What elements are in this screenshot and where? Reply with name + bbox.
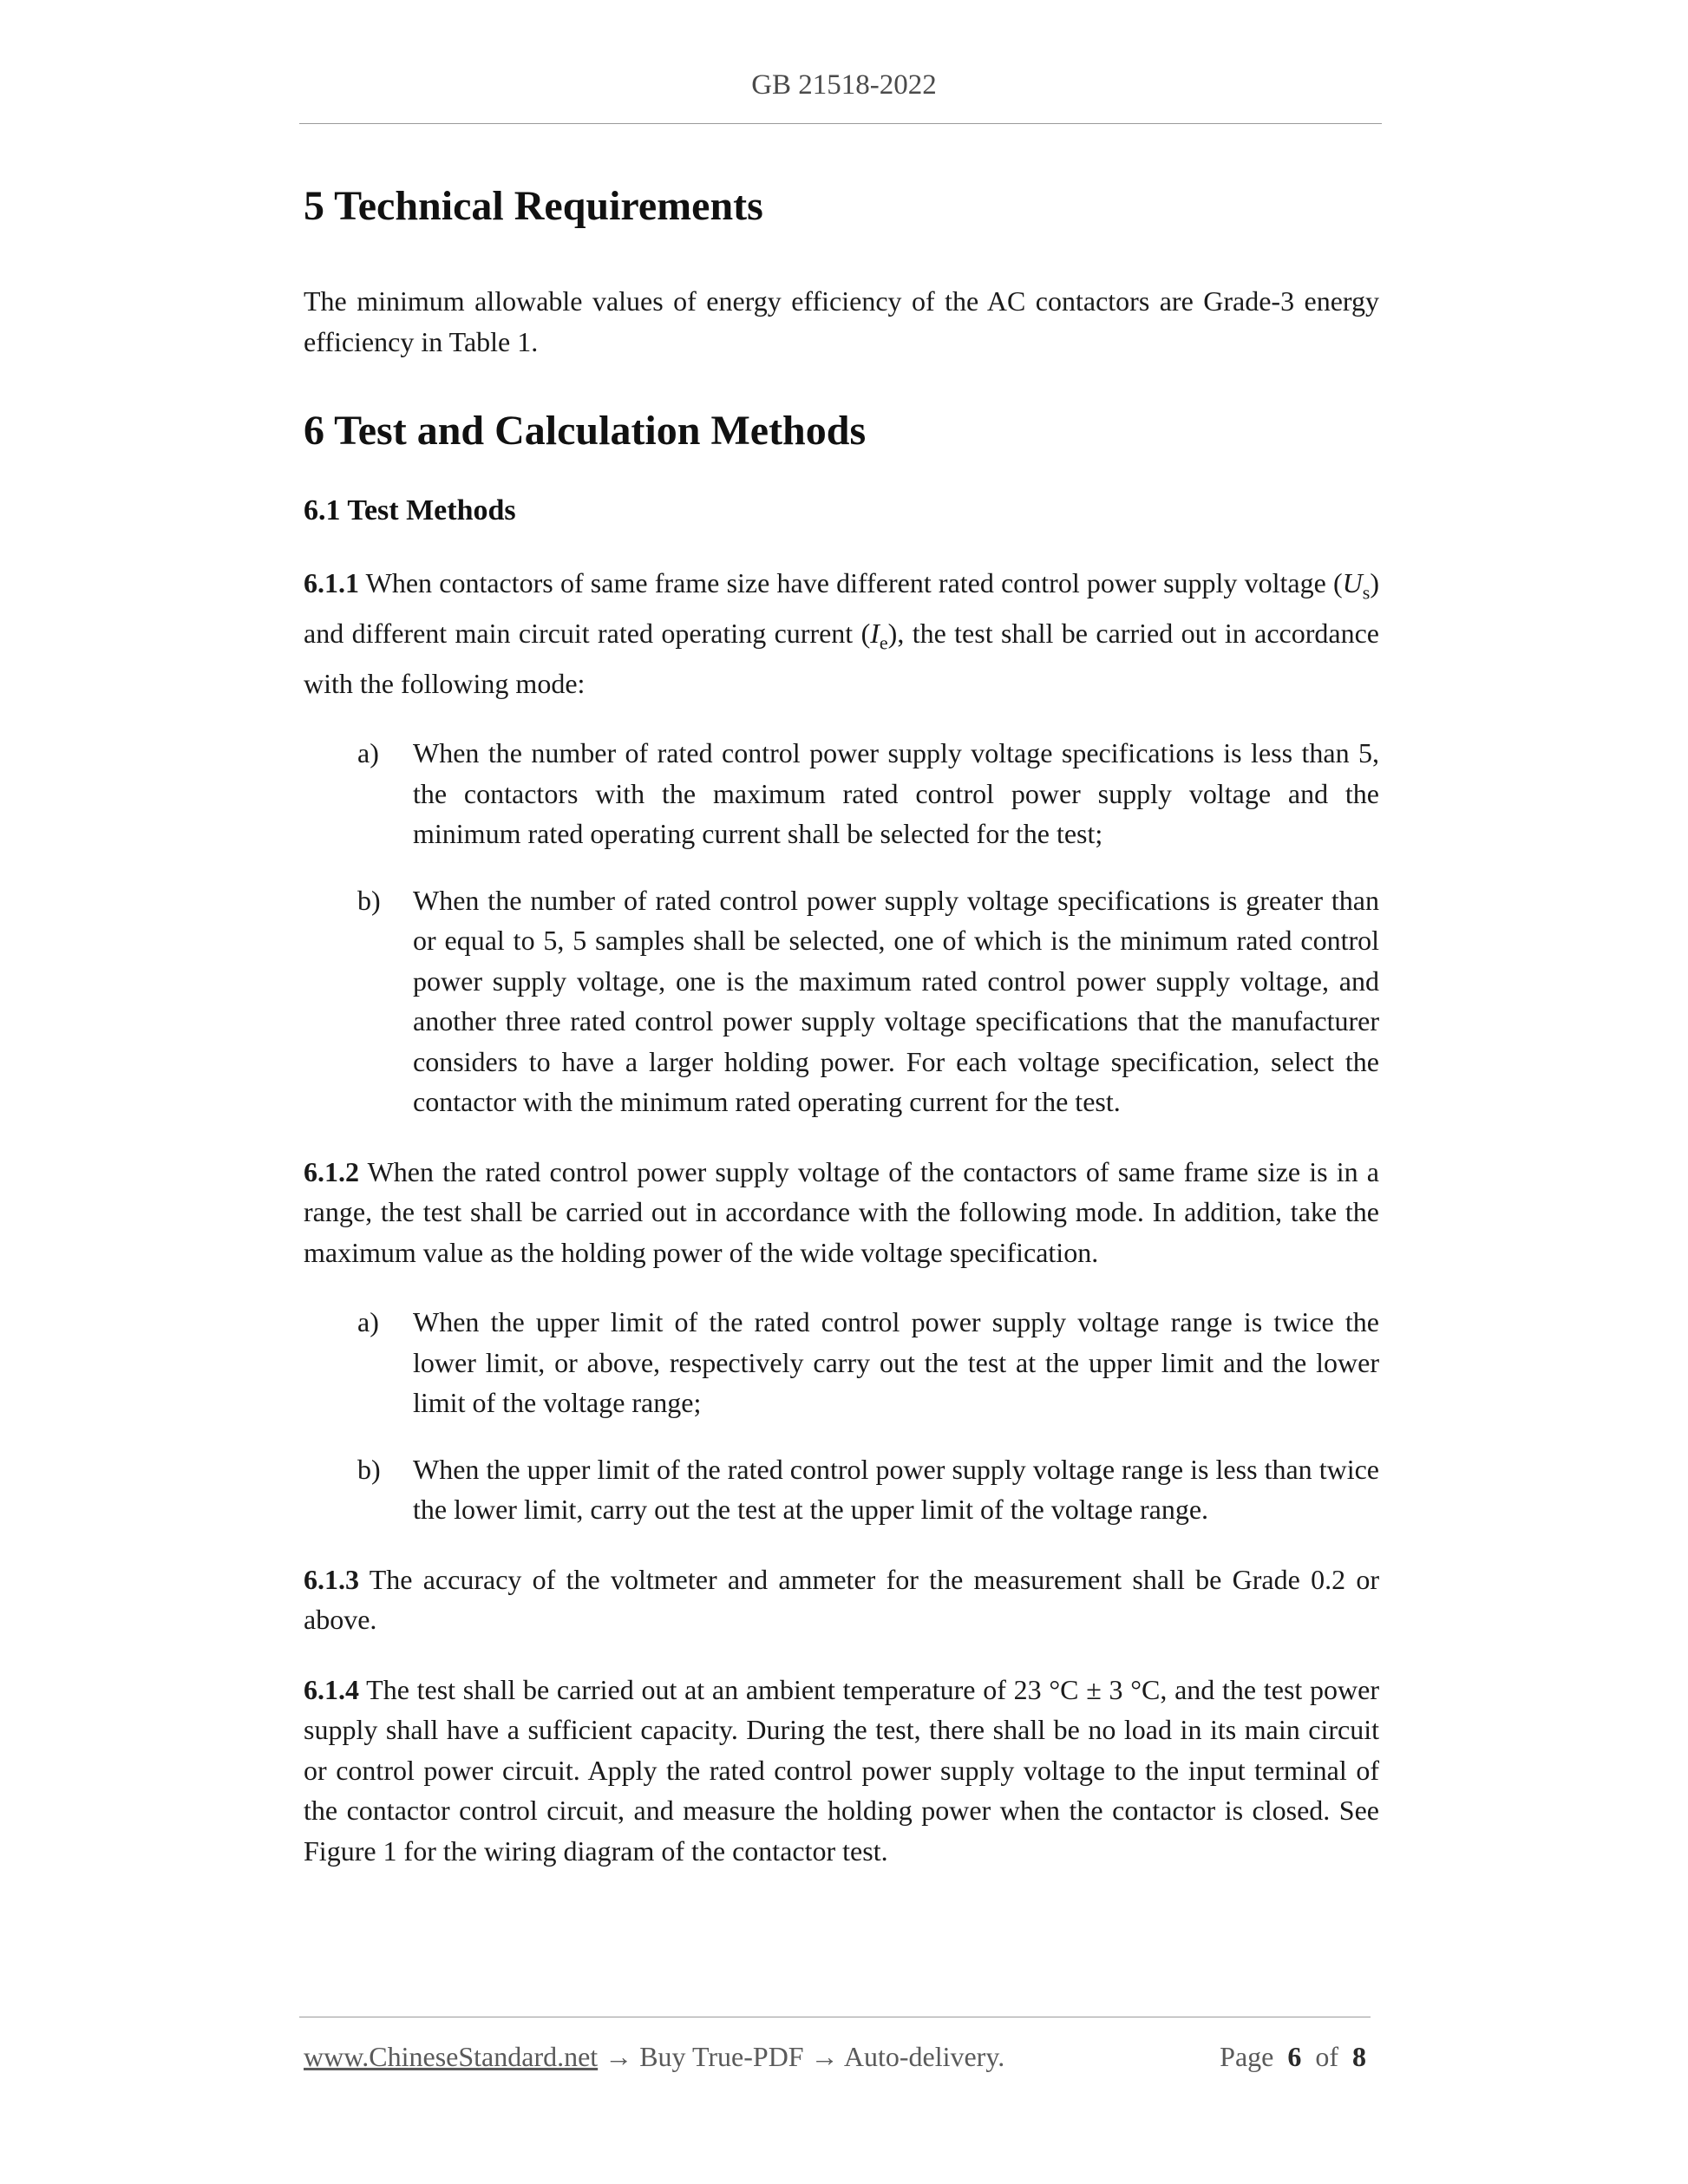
- list-item: [304, 880, 1379, 1122]
- footer-promo: [304, 2038, 1004, 2075]
- of-label: of: [1315, 2041, 1338, 2072]
- clause-text: The accuracy of the voltmeter and ammeter for the measurement shall be Grade 0.2 or above.: [304, 1563, 1379, 1636]
- clause-text: ) and different main circuit rated operating current (: [304, 567, 1379, 649]
- document-id-header: GB 21518-2022: [751, 69, 937, 101]
- section-5-heading: 5 Technical Requirements: [304, 183, 763, 229]
- clause-6-1-2: [304, 1152, 1379, 1273]
- ie-subscript: e: [879, 631, 888, 654]
- page-number: [1220, 2038, 1366, 2075]
- clause-6-1-4: [304, 1670, 1379, 1872]
- clause-text: ), the test shall be carried out in accordance with the following mode:: [304, 617, 1380, 699]
- clause-6-1-1: [304, 563, 1379, 703]
- clause-text: When the rated control power supply voltage of the contactors of same frame size is in a range, the test shall be carried out in accordance with the following mode. In addition, take the maximum value as the holding power of the wide voltage specification.: [304, 1155, 1379, 1268]
- section-6-1-heading: 6.1 Test Methods: [304, 494, 516, 526]
- list-item: [304, 733, 1379, 854]
- clause-number: 6.1.2: [304, 1155, 359, 1187]
- website-link[interactable]: www.ChineseStandard.net: [304, 2041, 599, 2072]
- list-marker: a): [357, 1306, 379, 1338]
- page-content: [304, 180, 1379, 1871]
- list-item-text: When the number of rated control power supply voltage specifications is greater than or equal to 5, 5 samples shall be selected, one of which is the minimum rated control power supply voltage, one is the maximum rated control power supply voltage, and another three rated control power supply voltage specifications that the manufacturer considers to have a larger holding power. For each voltage specification, select the contactor with the minimum rated operating current for the test.: [413, 884, 1379, 1118]
- list-marker: a): [357, 737, 379, 769]
- clause-number: 6.1.4: [304, 1673, 359, 1705]
- page-label: Page: [1220, 2041, 1274, 2072]
- list-item: [304, 1449, 1379, 1530]
- promo-text: → Buy True-PDF → Auto-delivery.: [598, 2041, 1005, 2072]
- us-variable: U: [1342, 567, 1363, 598]
- section-6-heading: 6 Test and Calculation Methods: [304, 408, 867, 454]
- list-marker: b): [357, 1453, 381, 1485]
- list-item-text: When the number of rated control power supply voltage specifications is less than 5, the contactors with the maximum rated control power supply voltage and the minimum rated operating current shall be selected for the test;: [413, 737, 1379, 850]
- clause-number: 6.1.1: [304, 567, 359, 598]
- list-item-text: When the upper limit of the rated control power supply voltage range is less than twice the lower limit, carry out the test at the upper limit of the voltage range.: [413, 1453, 1379, 1526]
- current-page: 6: [1287, 2041, 1302, 2072]
- header-divider: [299, 123, 1382, 124]
- clause-text: The test shall be carried out at an ambient temperature of 23 °C ± 3 °C, and the test power supply shall have a sufficient capacity. During the test, there shall be no load in its main circuit or control power circuit. Apply the rated control power supply voltage to the input terminal of the contactor control circuit, and measure the holding power when the contactor is closed. See Figure 1 for the wiring diagram of the contactor test.: [304, 1673, 1379, 1867]
- clause-number: 6.1.3: [304, 1563, 359, 1595]
- us-subscript: s: [1362, 581, 1371, 604]
- list-item: [304, 1302, 1379, 1423]
- ie-variable: I: [870, 617, 880, 649]
- section-5-body: The minimum allowable values of energy efficiency of the AC contactors are Grade-3 energy efficiency in Table 1.: [304, 285, 1379, 357]
- clause-text: When contactors of same frame size have different rated control power supply voltage (: [359, 567, 1343, 598]
- total-pages: 8: [1352, 2041, 1366, 2072]
- clause-6-1-3: [304, 1560, 1379, 1640]
- list-marker: b): [357, 884, 381, 916]
- list-item-text: When the upper limit of the rated control power supply voltage range is twice the lower limit, or above, respectively carry out the test at the upper limit and the lower limit of the voltage range;: [413, 1306, 1379, 1419]
